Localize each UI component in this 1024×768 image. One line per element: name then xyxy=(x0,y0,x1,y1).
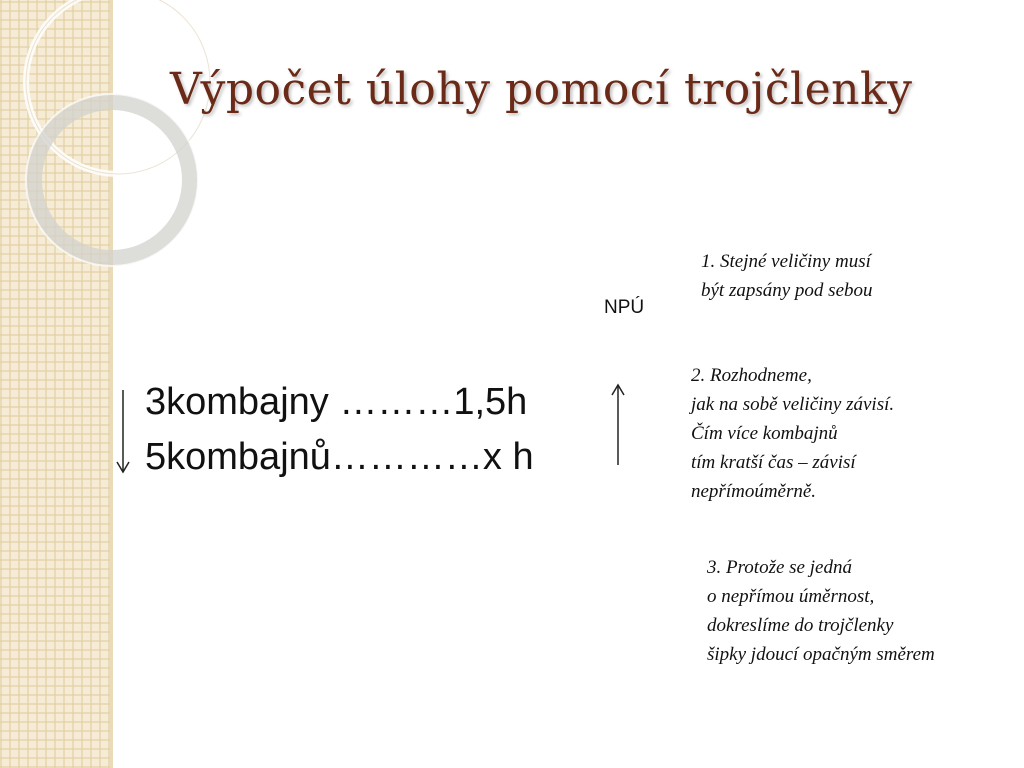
npu-label: NPÚ xyxy=(604,297,645,318)
note-line: být zapsány pod sebou xyxy=(701,280,873,301)
note-line: jak na sobě veličiny závisí. xyxy=(691,394,895,415)
note-step-2 xyxy=(691,361,894,506)
note-line: Čím více kombajnů xyxy=(691,423,838,444)
note-line: nepřímoúměrně. xyxy=(691,481,817,502)
note-line: o nepřímou úměrnost, xyxy=(707,586,875,607)
note-line: dokreslíme do trojčlenky xyxy=(707,615,894,636)
equation-line-1: 3kombajny ………1,5h xyxy=(145,381,528,423)
equation-line-2: 5kombajnů…………x h xyxy=(145,436,534,478)
note-step-1 xyxy=(701,247,873,305)
note-line: 2. Rozhodneme, xyxy=(691,365,812,386)
note-line: šipky jdoucí opačným směrem xyxy=(707,644,935,665)
note-line: 3. Protože se jedná xyxy=(707,557,852,578)
decorative-rings xyxy=(0,0,300,300)
slide-title: Výpočet úlohy pomocí trojčlenky xyxy=(170,64,913,115)
note-line: 1. Stejné veličiny musí xyxy=(701,251,871,272)
note-line: tím kratší čas – závisí xyxy=(691,452,856,473)
note-step-3 xyxy=(707,553,935,669)
down-arrow-icon xyxy=(115,388,131,476)
up-arrow-icon xyxy=(610,381,626,467)
